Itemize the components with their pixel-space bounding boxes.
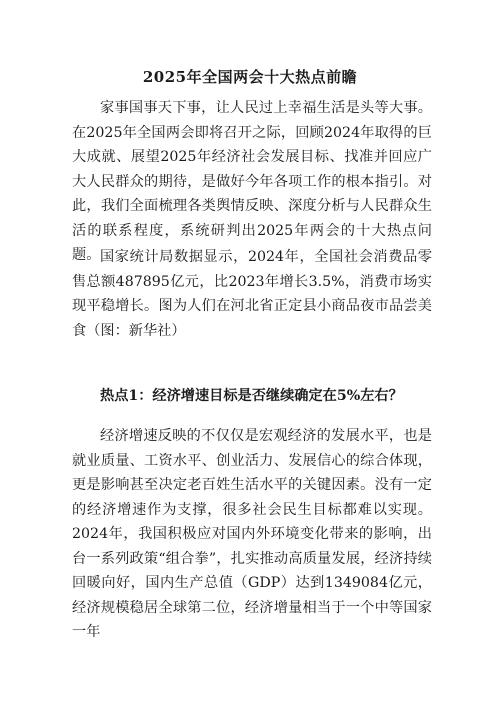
intro-paragraph: 家事国事天下事，让人民过上幸福生活是头等大事。在2025年全国两会即将召开之际，回顾2024年取得的巨大成就、展望2025年经济社会发展目标、找准并回应广大人民群众的期待，是做好今年各项工作的根本指引。对此，我们全面梳理各类舆情反映、深度分析与人民群众生活的联系程度，系统研判出2025年两会的十大热点问题。 [72, 100, 432, 263]
hotspot-heading: 热点1：经济增速目标是否继续确定在5%左右？ [100, 388, 403, 404]
document-title: 2025年全国两会十大热点前瞻 [142, 68, 358, 86]
hotspot-paragraph: 经济增速反映的不仅仅是宏观经济的发展水平，也是就业质量、工资水平、创业活力、发展信心的综合体现，更是影响甚至决定老百姓生活水平的关键因素。没有一定的经济增速作为支撑，很多社会民生目标都难以实现。2024年，我国积极应对国内外环境变化带来的影响，出台一系列政策“组合拳”，扎实推动高质量发展，经济持续回暖向好，国内生产总值（GDP）达到1349084亿元，经济规模稳居全球第二位，经济增量相当于一个中等国家一年 [72, 428, 432, 640]
statistics-paragraph: 国家统计局数据显示，2024年，全国社会消费品零售总额487895亿元，比2023年增长3.5%，消费市场实现平稳增长。图为人们在河北省正定县小商品夜市品尝美食（图：新华社） [72, 249, 432, 339]
